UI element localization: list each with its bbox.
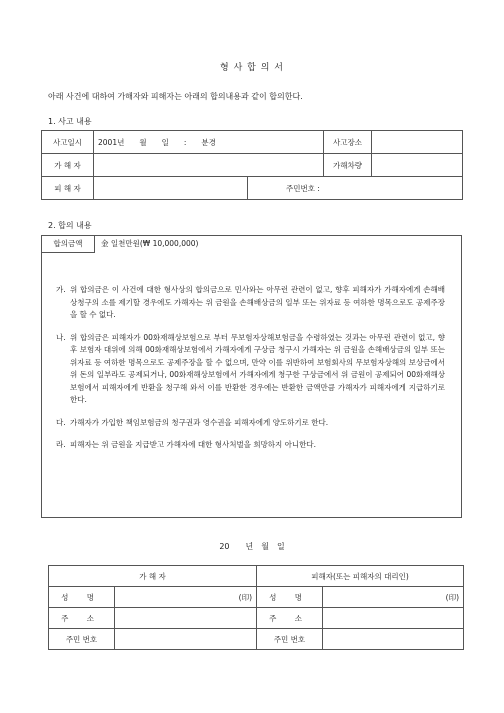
item-number: 가. <box>56 285 66 294</box>
victim-label: 피 해 자 <box>42 177 94 200</box>
section-2-heading: 2. 합의 내용 <box>48 221 92 230</box>
accident-table <box>41 130 463 200</box>
signature-name-row <box>49 587 464 608</box>
signature-header-row <box>49 566 464 587</box>
agreement-item <box>56 439 445 452</box>
offender-id-value <box>115 629 257 650</box>
accident-place-value <box>372 131 463 154</box>
accident-date-label: 사고일시 <box>42 131 94 154</box>
item-number: 라. <box>56 440 66 449</box>
document-title: 형 사 합 의 서 <box>220 63 284 73</box>
agreement-item <box>56 417 445 430</box>
victim-id-label: 주민번호 : <box>248 177 463 200</box>
victim-name-label: 성 명 <box>257 587 323 608</box>
offender-address-value <box>115 608 257 629</box>
item-number: 다. <box>56 417 66 427</box>
accident-date-value: 2001년 월 일 : 분경 <box>94 131 324 154</box>
signature-address-row <box>49 608 464 629</box>
agreement-items <box>56 284 445 462</box>
accident-row-offender <box>42 154 463 177</box>
offender-value <box>94 154 324 177</box>
agreement-item <box>56 332 445 407</box>
accident-place-label: 사고장소 <box>324 131 372 154</box>
item-number: 나. <box>56 332 66 342</box>
offender-id-label: 주민 번호 <box>49 629 115 650</box>
accident-row-date <box>42 131 463 154</box>
victim-header: 피해자(또는 피해자의 대리인) <box>257 566 464 587</box>
victim-id-value <box>323 629 464 650</box>
victim-value <box>94 177 248 200</box>
agreement-item <box>56 284 445 322</box>
signature-table <box>48 565 464 650</box>
victim-id-label-sig: 주민 번호 <box>257 629 323 650</box>
intro-text: 아래 사건에 대하여 가해자와 피해자는 아래의 합의내용과 같이 합의한다. <box>48 92 303 101</box>
agreement-box <box>41 235 462 518</box>
signature-id-row <box>49 629 464 650</box>
victim-address-label: 주 소 <box>257 608 323 629</box>
item-text: 위 합의금은 이 사건에 대한 형사상의 합의금으로 민사와는 아무런 관련이 없고, 향후 피해자가 가해자에게 손해배상청구의 소를 제기할 경우에도 가해자는 위 금원을 손해배상금의 일부 또는 위자료 등 여하한 명목으로도 공제주장을 할 수 없다. <box>70 285 445 319</box>
vehicle-label: 가해차량 <box>324 154 372 177</box>
accident-row-victim <box>42 177 463 200</box>
offender-seal: (印) <box>115 587 257 608</box>
item-text: 가해자가 가입한 책임보험금의 청구권과 영수권을 피해자에게 양도하기로 한다. <box>70 417 329 427</box>
offender-name-label: 성 명 <box>49 587 115 608</box>
section-1-heading: 1. 사고 내용 <box>48 117 92 126</box>
amount-value: 金 일천만원(₩ 10,000,000) <box>101 239 199 248</box>
offender-label: 가 해 자 <box>42 154 94 177</box>
item-text: 피해자는 위 금원을 지급받고 가해자에 대한 형사처벌을 희망하지 아니한다. <box>70 440 317 449</box>
vehicle-value <box>372 154 463 177</box>
offender-header: 가 해 자 <box>49 566 257 587</box>
item-text: 위 합의금은 피해자가 00화재해상보험으로 부터 무보험자상해보험금을 수령하였는 것과는 아무런 관련이 없고, 향후 보험자 대위에 의해 00화재해상보험에서 가해자에게 구상금 청구시 가해자는 위 금원을 손해배상금의 일부 또는 위자료 등 여하한 명목으로도 공제주장을 할 수 없으며, 만약 이를 위반하여 보험회사의 무보험자상해의 보상금에서 위 돈의 일부라도 공제되거나, 00화재해상보험에서 가해자에게 청구한 구상금에서 위 금원이 공제되어 00화재해상보험에서 피해자에게 반환을 청구해 와서 이를 반환한 경우에는 반환한 금액만큼 가해자가 피해자에게 지급하기로 한다. <box>70 332 445 404</box>
victim-address-value <box>323 608 464 629</box>
offender-address-label: 주 소 <box>49 608 115 629</box>
agreement-date: 20 년 월 일 <box>219 542 285 551</box>
victim-seal: (印) <box>323 587 464 608</box>
amount-label: 합의금액 <box>42 236 95 253</box>
